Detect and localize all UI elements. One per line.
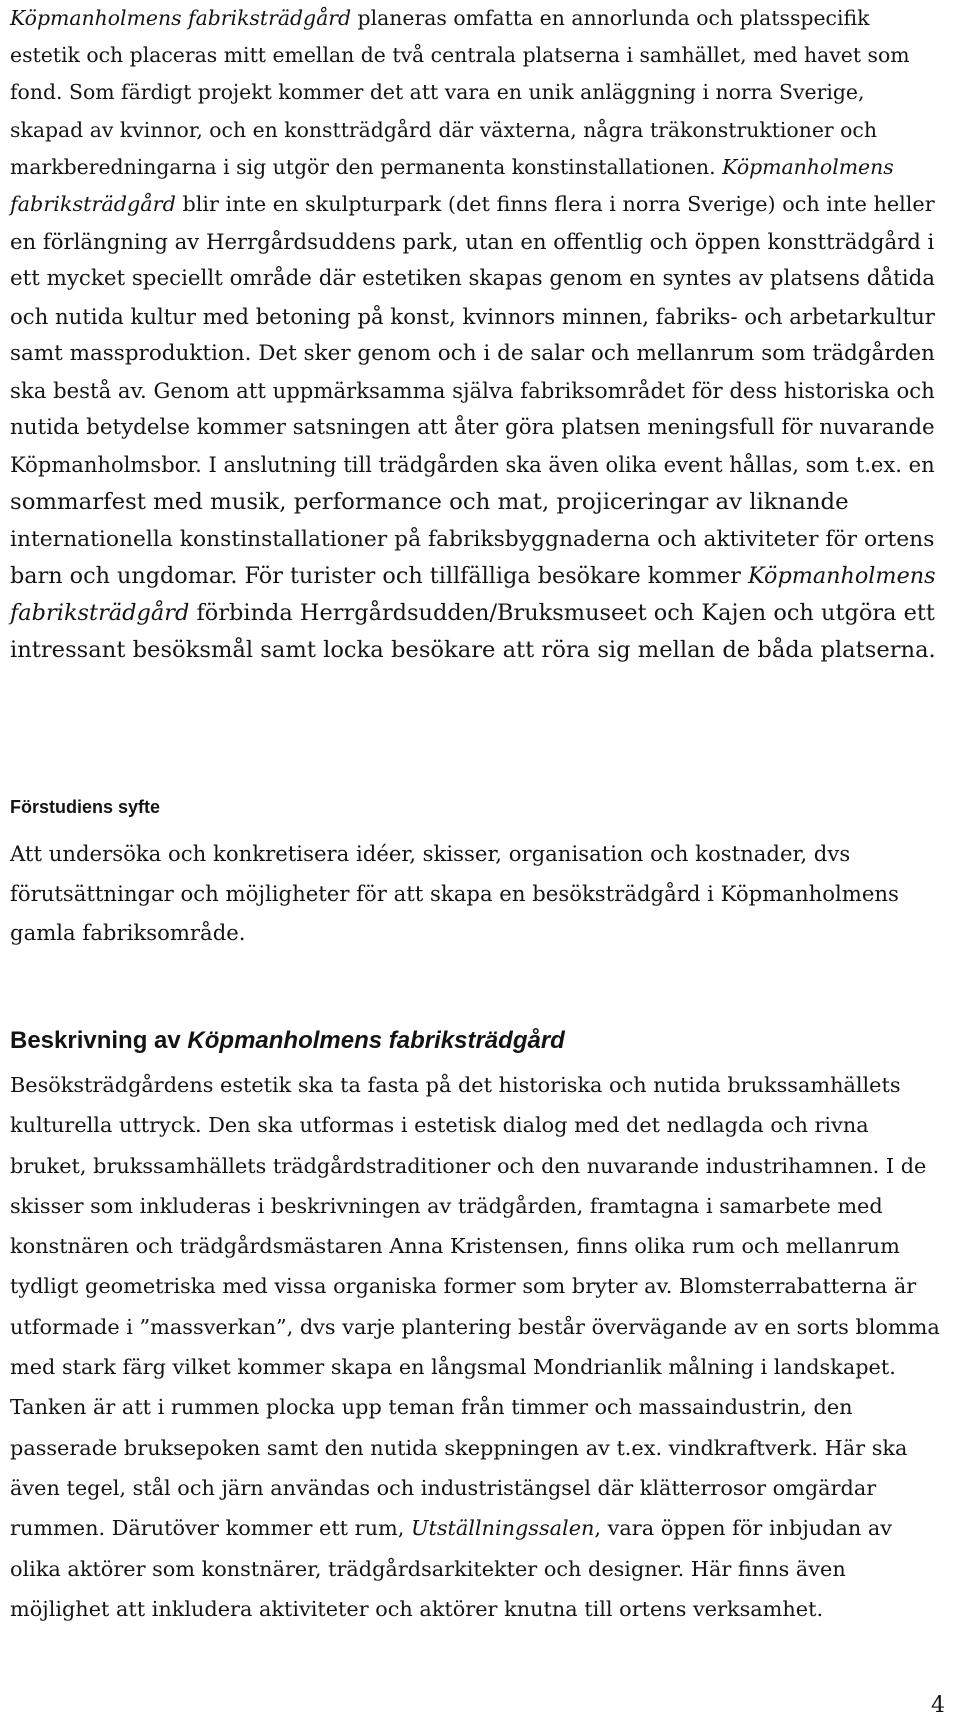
text-line: internationella konstinstallationer på fabriksbyggnaderna och aktiviteter för ortens bbox=[10, 526, 935, 552]
text-line: även tegel, stål och järn användas och industristängsel där klätterrosor omgärdar bbox=[10, 1475, 877, 1500]
text-line: en förlängning av Herrgårdsuddens park, utan en offentlig och öppen konstträdgård i bbox=[10, 229, 935, 255]
text-line: Köpmanholmens fabriksträdgård planeras omfatta en annorlunda och platsspecifik bbox=[10, 6, 870, 30]
garden-name-italic: Köpmanholmens fabriksträdgård bbox=[10, 6, 352, 30]
garden-name-italic: Köpmanholmens bbox=[722, 154, 894, 179]
garden-name-italic: Köpmanholmens fabriksträdgård bbox=[187, 1027, 565, 1054]
text-line: Att undersöka och konkretisera idéer, skisser, organisation och kostnader, dvs bbox=[10, 841, 851, 866]
text-line: skapad av kvinnor, och en konstträdgård där växterna, några träkonstruktioner och bbox=[10, 117, 877, 142]
text-line: Tanken är att i rummen plocka upp teman från timmer och massaindustrin, den bbox=[10, 1395, 853, 1420]
text-line: sommarfest med musik, performance och mat, projiceringar av liknande bbox=[10, 488, 849, 515]
text-line: rummen. Därutöver kommer ett rum, Utställningssalen, vara öppen för inbjudan av bbox=[10, 1516, 893, 1541]
text-line: fond. Som färdigt projekt kommer det att vara en unik anläggning i norra Sverige, bbox=[10, 80, 865, 105]
text-line: nutida betydelse kommer satsningen att åter göra platsen meningsfull för nuvarande bbox=[10, 415, 935, 441]
garden-name-italic: fabriksträdgård bbox=[10, 600, 190, 627]
text-line: och nutida kultur med betoning på konst, kvinnors minnen, fabriks- och arbetarkultur bbox=[10, 303, 935, 329]
text-line: tydligt geometriska med vissa organiska former som bryter av. Blomsterrabatterna är bbox=[10, 1274, 917, 1299]
text-line: estetik och placeras mitt emellan de två centrala platserna i samhället, med havet som bbox=[10, 43, 910, 68]
text-line: passerade bruksepoken samt den nutida skeppningen av t.ex. vindkraftverk. Här ska bbox=[10, 1435, 908, 1460]
text-line: fabriksträdgård förbinda Herrgårdsudden/Bruksmuseet och Kajen och utgöra ett bbox=[10, 600, 935, 627]
text-line: ska bestå av. Genom att uppmärksamma själva fabriksområdet för dess historiska och bbox=[10, 378, 935, 404]
text-line: skisser som inkluderas i beskrivningen av trädgården, framtagna i samarbete med bbox=[10, 1193, 883, 1218]
text-line: bruket, brukssamhällets trädgårdstraditioner och den nuvarande industrihamnen. I de bbox=[10, 1153, 927, 1178]
text-line: intressant besöksmål samt locka besökare att röra sig mellan de båda platserna. bbox=[10, 637, 936, 664]
text-line: ett mycket speciellt område där estetiken skapas genom en syntes av platsens dåtida bbox=[10, 266, 935, 292]
text-line: konstnären och trädgårdsmästaren Anna Kristensen, finns olika rum och mellanrum bbox=[10, 1234, 900, 1259]
purpose-paragraph bbox=[10, 834, 940, 953]
text-line: markberedningarna i sig utgör den permanenta konstinstallationen. Köpmanholmens bbox=[10, 154, 894, 179]
text-line: Köpmanholmsbor. I anslutning till trädgården ska även olika event hållas, som t.ex. en bbox=[10, 452, 935, 478]
section-heading-description: Beskrivning av Köpmanholmens fabriksträdgård bbox=[10, 1027, 565, 1054]
text-line: utformade i ”massverkan”, dvs varje plantering består övervägande av en sorts blomma bbox=[10, 1314, 940, 1339]
garden-name-italic: Köpmanholmens bbox=[747, 563, 936, 590]
text-line: kulturella uttryck. Den ska utformas i estetisk dialog med det nedlagda och rivna bbox=[10, 1113, 869, 1138]
text-line: gamla fabriksområde. bbox=[10, 920, 246, 946]
description-paragraph bbox=[10, 1065, 940, 1629]
room-name-italic: Utställningssalen bbox=[410, 1516, 595, 1541]
text-line: fabriksträdgård blir inte en skulpturpark (det finns flera i norra Sverige) och inte heller bbox=[10, 192, 935, 217]
page-number: 4 bbox=[931, 1693, 945, 1718]
section-heading-purpose: Förstudiens syfte bbox=[10, 797, 161, 817]
text-line: möjlighet att inkludera aktiviteter och aktörer knutna till ortens verksamhet. bbox=[10, 1596, 824, 1621]
intro-paragraph bbox=[10, 0, 940, 670]
text-line: samt massproduktion. Det sker genom och i de salar och mellanrum som trädgården bbox=[10, 340, 935, 366]
text-line: Besöksträdgårdens estetik ska ta fasta på det historiska och nutida brukssamhällets bbox=[10, 1073, 901, 1097]
garden-name-italic: fabriksträdgård bbox=[10, 192, 176, 217]
text-line: med stark färg vilket kommer skapa en långsmal Mondrianlik målning i landskapet. bbox=[10, 1355, 896, 1380]
text-line: barn och ungdomar. För turister och tillfälliga besökare kommer Köpmanholmens bbox=[10, 563, 936, 590]
text-line: förutsättningar och möjligheter för att skapa en besöksträdgård i Köpmanholmens bbox=[10, 880, 899, 906]
text-line: olika aktörer som konstnärer, trädgårdsarkitekter och designer. Här finns även bbox=[10, 1556, 846, 1581]
